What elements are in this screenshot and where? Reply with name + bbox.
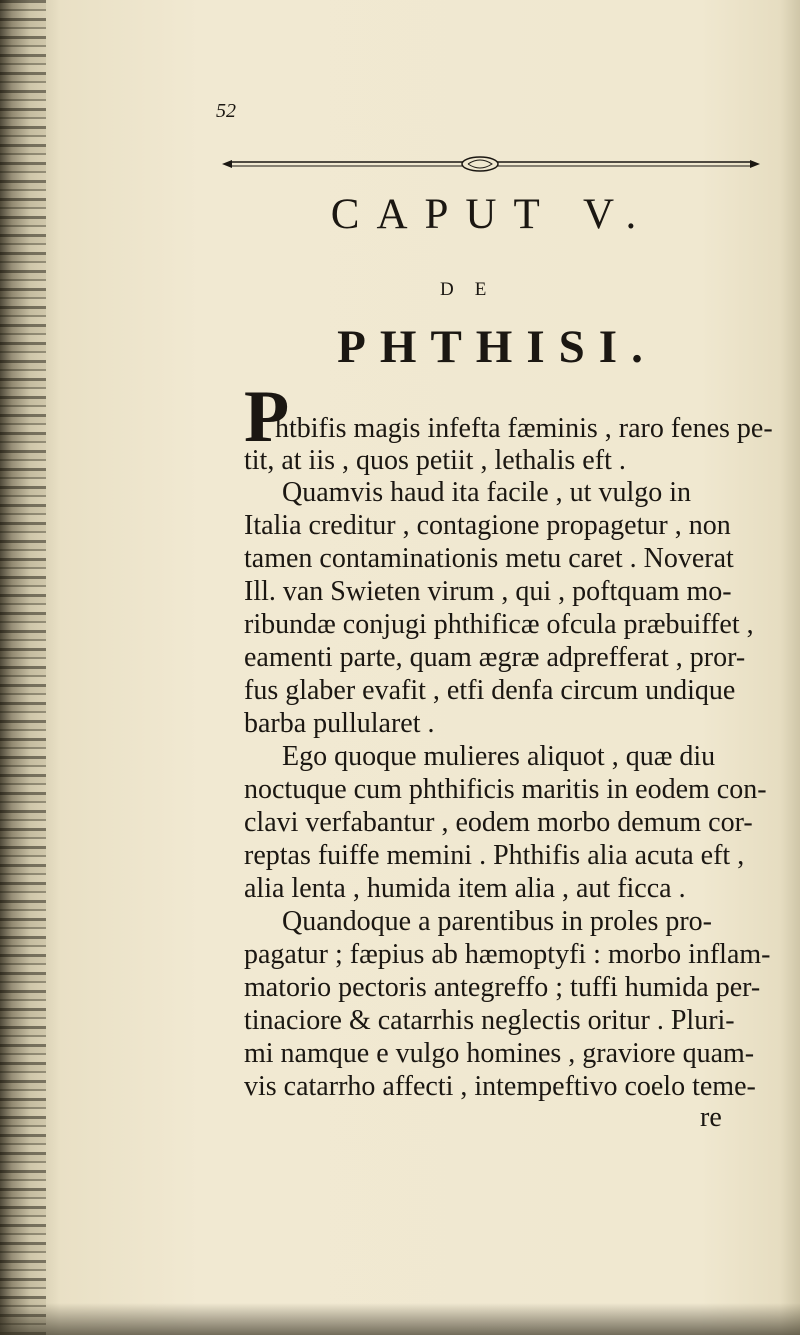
chapter-title: PHTHISI.	[337, 321, 657, 373]
text-line: Quandoque a parentibus in proles pro-	[282, 906, 712, 937]
text-line: pagatur ; fæpius ab hæmoptyfi : morbo inflam-	[244, 939, 771, 970]
text-line: ribundæ conjugi phthificæ ofcula præbuiffet ,	[244, 609, 754, 640]
subheading-de: DE	[440, 279, 508, 300]
text-line: noctuque cum phthificis maritis in eodem con-	[244, 774, 767, 805]
text-line: clavi verfabantur , eodem morbo demum cor-	[244, 807, 753, 838]
ornamental-rule	[222, 154, 760, 174]
text-line: mi namque e vulgo homines , graviore quam-	[244, 1038, 755, 1069]
text-line: Italia creditur , contagione propagetur , non	[244, 510, 731, 541]
catchword: re	[700, 1102, 722, 1133]
text-line: Quamvis haud ita facile , ut vulgo in	[282, 477, 692, 508]
text-line: tinaciore & catarrhis neglectis oritur . Pluri-	[244, 1005, 735, 1036]
text-line: tit, at iis , quos petiit , lethalis eft .	[244, 445, 626, 476]
book-spine-edge	[0, 0, 46, 1335]
page-number: 52	[216, 100, 236, 122]
text-line: barba pullularet .	[244, 708, 435, 739]
chapter-heading: CAPUT V.	[330, 191, 654, 238]
text-line: vis catarrho affecti , intempeftivo coelo teme-	[244, 1071, 756, 1102]
text-line: reptas fuiffe memini . Phthifis alia acuta eft ,	[244, 840, 745, 871]
text-line: htbifis magis infefta fæminis , raro fenes pe-	[275, 413, 773, 444]
drop-cap: P	[244, 376, 290, 458]
text-line: fus glaber evafit , etfi denfa circum undique	[244, 675, 736, 706]
text-line: matorio pectoris antegreffo ; tuffi humida per-	[244, 972, 761, 1003]
text-line: alia lenta , humida item alia , aut ficca .	[244, 873, 686, 904]
text-line: Ill. van Swieten virum , qui , poftquam mo-	[244, 576, 732, 607]
page-bottom-edge	[0, 1303, 800, 1335]
text-line: tamen contaminationis metu caret . Noverat	[244, 543, 734, 574]
text-line: Ego quoque mulieres aliquot , quæ diu	[282, 741, 716, 772]
text-line: eamenti parte, quam ægræ adprefferat , pror-	[244, 642, 746, 673]
